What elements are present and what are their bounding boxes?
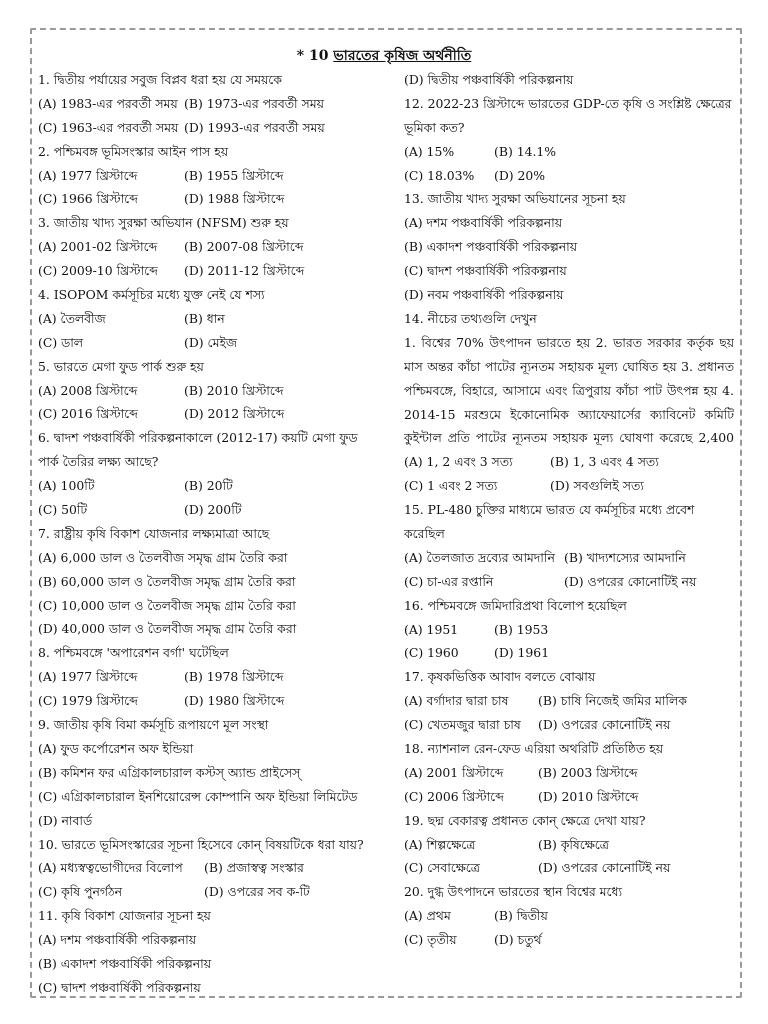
question-12: 12. 2022-23 খ্রিস্টাব্দে ভারতের GDP-তে কৃষি ও সংশ্লিষ্ট ক্ষেত্রের <box>404 95 732 111</box>
option-row <box>38 665 390 689</box>
option: (C) 50টি <box>38 502 88 518</box>
option-row <box>38 880 390 904</box>
page-title <box>0 44 768 68</box>
question-6: 6. দ্বাদশ পঞ্চবার্ষিকী পরিকল্পনাকালে (2012-17) কয়টি মেগা ফুড <box>38 430 358 446</box>
option: (B) 1953 <box>494 621 549 637</box>
option: (A) দশম পঞ্চবার্ষিকী পরিকল্পনায় <box>38 932 197 948</box>
option: (B) 1973-এর পরবর্তী সময় <box>184 95 324 111</box>
question-16: 16. পশ্চিমবঙ্গে জমিদারিপ্রথা বিলোপ হয়েছিল <box>404 597 627 613</box>
option: (B) ধান <box>184 310 225 326</box>
option: (C) 2016 খ্রিস্টাব্দে <box>38 406 138 422</box>
q11-option-d: (D) দ্বিতীয় পঞ্চবার্ষিকী পরিকল্পনায় <box>404 72 574 87</box>
question-11: 11. কৃষি বিকাশ যোজনার সূচনা হয় <box>38 908 211 924</box>
option-row <box>404 833 734 857</box>
question-20: 20. দুগ্ধ উৎপাদনে ভারতের স্থান বিশ্বের মধ্যে <box>404 884 623 900</box>
option: (A) 1, 2 এবং 3 সত্য <box>404 454 513 470</box>
right-column <box>404 68 734 952</box>
option-row <box>404 641 734 665</box>
question-15: 15. PL-480 চুক্তির মাধ্যমে ভারত যে কর্মসূচির মধ্যে প্রবেশ <box>404 502 695 518</box>
option: (A) মধ্যস্বত্বভোগীদের বিলোপ <box>38 860 183 876</box>
option-row <box>38 474 390 498</box>
option: (B) 1978 খ্রিস্টাব্দে <box>184 669 284 685</box>
option: (A) ফুড কর্পোরেশন অফ ইন্ডিয়া <box>38 740 194 756</box>
question-7: 7. রাষ্ট্রীয় কৃষি বিকাশ যোজনার লক্ষ্যমাত্রা আছে <box>38 525 270 541</box>
option: (D) মেইজ <box>184 334 237 350</box>
question-1: 1. দ্বিতীয় পর্যায়ের সবুজ বিপ্লব ধরা হয় যে সময়কে <box>38 72 282 87</box>
option: (D) 20% <box>494 167 546 183</box>
option: (D) 200টি <box>184 502 242 518</box>
option: (C) দ্বাদশ পঞ্চবার্ষিকী পরিকল্পনায় <box>404 263 567 279</box>
option-row <box>404 570 734 594</box>
question-13: 13. জাতীয় খাদ্য সুরক্ষা অভিযানের সূচনা হয় <box>404 191 626 207</box>
option: (C) 1960 <box>404 645 459 661</box>
option: (A) 1977 খ্রিস্টাব্দে <box>38 167 138 183</box>
option: (D) 40,000 ডাল ও তৈলবীজ সমৃদ্ধ গ্রাম তৈরি করা <box>38 621 297 637</box>
option: (A) 2001-02 খ্রিস্টাব্দে <box>38 239 158 255</box>
option-row <box>38 307 390 331</box>
option: (C) চা-এর রপ্তানি <box>404 573 494 589</box>
question-3: 3. জাতীয় খাদ্য সুরক্ষা অভিযান (NFSM) শুরু হয় <box>38 215 289 231</box>
option: (A) 1951 <box>404 621 459 637</box>
question-2: 2. পশ্চিমবঙ্গ ভূমিসংস্কার আইন পাস হয় <box>38 143 229 159</box>
option: (B) কমিশন ফর এগ্রিকালচারাল কস্টস্ অ্যান্ড প্রাইসেস্ <box>38 764 301 780</box>
option: (A) প্রথম <box>404 908 451 924</box>
question-14-statements: 1. বিশ্বের 70% উৎপাদন ভারতে হয় 2. ভারত সরকার কর্তৃক ছয় মাস অন্তর কাঁচা পাটের ন্যূনতম সহায়ক মূল্য ঘোষিত হয় 3. প্রধানত পশ্চিমবঙ্গে, বিহারে, আসামে এবং ত্রিপুরায় কাঁচা পাট উৎপন্ন হয় 4. 2014-15 মরশুমে ইকোনোমিক অ্যাফেয়ার্সের ক্যাবিনেট কমিটি কুইন্টাল প্রতি পাটের ন্যূনতম সহায়ক মূল্য ঘোষণা করেছে 2,400 <box>404 334 734 446</box>
option-row <box>38 235 390 259</box>
option-row <box>404 761 734 785</box>
option: (C) ডাল <box>38 334 84 350</box>
option-row <box>404 474 734 498</box>
option: (C) এগ্রিকালচারাল ইনশিয়োরেন্স কোম্পানি অফ ইন্ডিয়া লিমিটেড <box>38 788 358 804</box>
option: (A) 2008 খ্রিস্টাব্দে <box>38 382 138 398</box>
option: (A) 15% <box>404 143 455 159</box>
option: (A) 1983-এর পরবর্তী সময় <box>38 95 178 111</box>
option: (C) খেতমজুর দ্বারা চাষ <box>404 717 521 733</box>
option: (C) 10,000 ডাল ও তৈলবীজ সমৃদ্ধ গ্রাম তৈরি করা <box>38 597 296 613</box>
question-8: 8. পশ্চিমবঙ্গে 'অপারেশন বর্গা' ঘটেছিল <box>38 645 229 661</box>
option-row <box>404 928 734 952</box>
option: (D) 1993-এর পরবর্তী সময় <box>184 119 325 135</box>
option-row <box>38 856 390 880</box>
option: (B) একাদশ পঞ্চবার্ষিকী পরিকল্পনায় <box>38 955 212 971</box>
option-row <box>38 187 390 211</box>
option: (D) ওপরের কোনোটিই নয় <box>564 573 697 589</box>
option: (B) প্রজাস্বত্ব সংস্কার <box>204 860 304 876</box>
option: (A) 6,000 ডাল ও তৈলবীজ সমৃদ্ধ গ্রাম তৈরি করা <box>38 549 288 565</box>
question-18: 18. ন্যাশনাল রেন-ফেড এরিয়া অথরিটি প্রতিষ্ঠিত হয় <box>404 740 664 756</box>
option: (A) 2001 খ্রিস্টাব্দে <box>404 764 504 780</box>
option: (B) খাদ্যশস্যের আমদানি <box>564 549 686 565</box>
question-14: 14. নীচের তথ্যগুলি দেখুন <box>404 310 537 326</box>
option-row <box>404 689 734 713</box>
option: (C) 2009-10 খ্রিস্টাব্দে <box>38 263 158 279</box>
option: (D) ওপরের কোনোটিই নয় <box>538 860 671 876</box>
option-row <box>404 856 734 880</box>
option: (B) কৃষিক্ষেত্রে <box>538 836 609 852</box>
option: (C) সেবাক্ষেত্রে <box>404 860 480 876</box>
question-9: 9. জাতীয় কৃষি বিমা কর্মসূচি রূপায়ণে মূল সংস্থা <box>38 717 269 733</box>
option: (D) 1988 খ্রিস্টাব্দে <box>184 191 285 207</box>
option-row <box>38 259 390 283</box>
option-row <box>38 689 390 713</box>
option-row <box>38 498 390 522</box>
chapter-number: * 10 <box>296 48 329 64</box>
option-row <box>38 331 390 355</box>
option: (D) 1980 খ্রিস্টাব্দে <box>184 693 285 709</box>
option-row <box>38 379 390 403</box>
option: (B) একাদশ পঞ্চবার্ষিকী পরিকল্পনায় <box>404 239 578 255</box>
option: (B) 20টি <box>184 478 233 494</box>
option: (A) 100টি <box>38 478 95 494</box>
option-row <box>404 450 734 474</box>
option: (B) 60,000 ডাল ও তৈলবীজ সমৃদ্ধ গ্রাম তৈরি করা <box>38 573 296 589</box>
question-6-cont: পার্ক তৈরির লক্ষ্য আছে? <box>38 454 159 470</box>
option: (D) 2012 খ্রিস্টাব্দে <box>184 406 285 422</box>
option: (D) 1961 <box>494 645 550 661</box>
option-row <box>38 164 390 188</box>
option: (C) দ্বাদশ পঞ্চবার্ষিকী পরিকল্পনায় <box>38 979 201 995</box>
left-column <box>38 68 390 1000</box>
question-19: 19. ছদ্ম বেকারত্ব প্রধানত কোন্ ক্ষেত্রে দেখা যায়? <box>404 812 646 828</box>
option: (C) 1979 খ্রিস্টাব্দে <box>38 693 138 709</box>
question-15-cont: করেছিল <box>404 525 445 541</box>
option-row <box>38 92 390 116</box>
question-4: 4. ISOPOM কর্মসূচির মধ্যে যুক্ত নেই যে শস্য <box>38 287 265 303</box>
option: (D) ওপরের সব ক-টি <box>204 884 310 900</box>
option: (C) কৃষি পুনর্গঠন <box>38 884 123 900</box>
option-row <box>404 618 734 642</box>
option-row <box>404 713 734 737</box>
option: (D) ওপরের কোনোটিই নয় <box>538 717 671 733</box>
option-row <box>38 402 390 426</box>
option: (C) 1 এবং 2 সত্য <box>404 478 498 494</box>
option: (B) চাষি নিজেই জমির মালিক <box>538 693 687 709</box>
option: (B) 14.1% <box>494 143 557 159</box>
option: (D) সবগুলিই সত্য <box>550 478 644 494</box>
option-row <box>404 546 734 570</box>
option: (D) নাবার্ড <box>38 812 93 828</box>
option-row <box>404 164 734 188</box>
option: (C) 2006 খ্রিস্টাব্দে <box>404 788 504 804</box>
option: (C) 18.03% <box>404 167 475 183</box>
option: (D) 2010 খ্রিস্টাব্দে <box>538 788 639 804</box>
question-10: 10. ভারতে ভূমিসংস্কারের সূচনা হিসেবে কোন্ বিষয়টিকে ধরা যায়? <box>38 836 364 852</box>
option: (B) 2010 খ্রিস্টাব্দে <box>184 382 284 398</box>
option: (D) 2011-12 খ্রিস্টাব্দে <box>184 263 305 279</box>
option: (B) 1955 খ্রিস্টাব্দে <box>184 167 284 183</box>
option: (A) শিল্পক্ষেত্রে <box>404 836 476 852</box>
option: (A) 1977 খ্রিস্টাব্দে <box>38 669 138 685</box>
question-12-cont: ভূমিকা কত? <box>404 119 465 135</box>
option-row <box>38 116 390 140</box>
option: (C) 1963-এর পরবর্তী সময় <box>38 119 179 135</box>
chapter-title: ভারতের কৃষিজ অর্থনীতি <box>333 48 472 64</box>
question-17: 17. কৃষকভিত্তিক আবাদ বলতে বোঝায় <box>404 669 596 685</box>
option: (A) দশম পঞ্চবার্ষিকী পরিকল্পনায় <box>404 215 563 231</box>
option: (D) নবম পঞ্চবার্ষিকী পরিকল্পনায় <box>404 287 564 303</box>
option: (A) তৈলবীজ <box>38 310 106 326</box>
option: (A) তৈলজাত দ্রব্যের আমদানি <box>404 549 555 565</box>
option: (B) 1, 3 এবং 4 সত্য <box>550 454 659 470</box>
option: (B) 2003 খ্রিস্টাব্দে <box>538 764 638 780</box>
option: (C) 1966 খ্রিস্টাব্দে <box>38 191 138 207</box>
option-row <box>404 785 734 809</box>
option: (B) 2007-08 খ্রিস্টাব্দে <box>184 239 304 255</box>
option: (C) তৃতীয় <box>404 932 457 948</box>
option: (A) বর্গাদার দ্বারা চাষ <box>404 693 509 709</box>
option: (D) চতুর্থ <box>494 932 542 948</box>
question-5: 5. ভারতে মেগা ফুড পার্ক শুরু হয় <box>38 358 204 374</box>
option-row <box>404 904 734 928</box>
option: (B) দ্বিতীয় <box>494 908 548 924</box>
option-row <box>404 140 734 164</box>
